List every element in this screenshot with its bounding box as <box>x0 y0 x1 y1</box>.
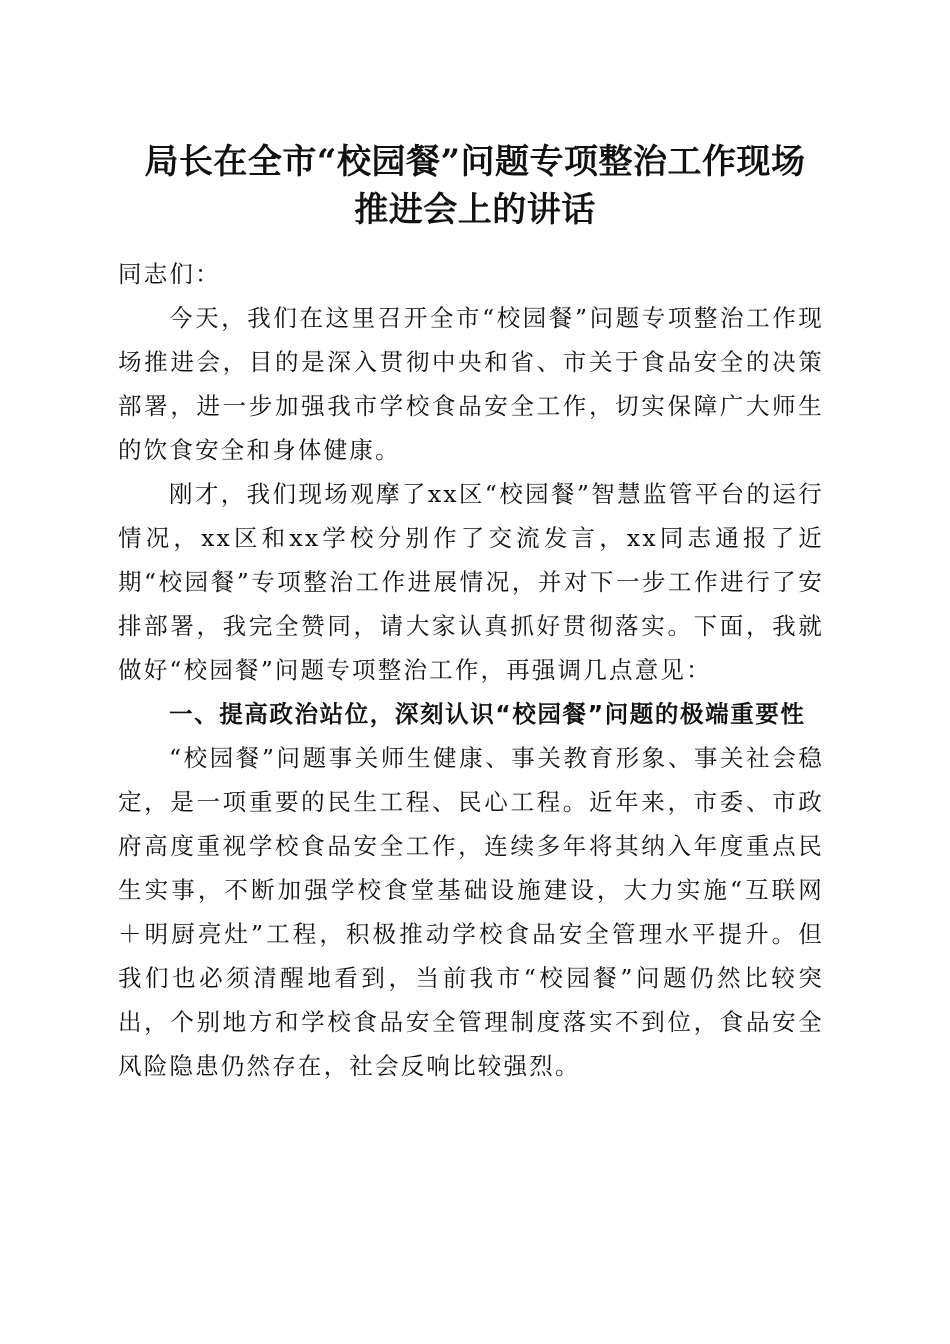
paragraph-opening: 今天，我们在这里召开全市“校园餐”问题专项整治工作现场推进会，目的是深入贯彻中央和省、市关于食品安全的决策部署，进一步加强我市学校食品安全工作，切实保障广大师生的饮食安全和身体健康。 <box>118 304 824 464</box>
document-body <box>118 252 824 1088</box>
title-line-1: 局长在全市“校园餐”问题专项整治工作现场 <box>144 142 806 182</box>
document-title <box>100 138 850 234</box>
title-line-2: 推进会上的讲话 <box>354 190 596 230</box>
section-heading-1: 一、提高政治站位，深刻认识“校园餐”问题的极端重要性 <box>169 700 806 728</box>
greeting: 同志们： <box>118 260 221 288</box>
section-1-paragraph: “校园餐”问题事关师生健康、事关教育形象、事关社会稳定，是一项重要的民生工程、民心工程。近年来，市委、市政府高度重视学校食品安全工作，连续多年将其纳入年度重点民生实事，不断加强学校食堂基础设施建设，大力实施“互联网＋明厨亮灶”工程，积极推动学校食品安全管理水平提升。但我们也必须清醒地看到，当前我市“校园餐”问题仍然比较突出，个别地方和学校食品安全管理制度落实不到位，食品安全风险隐患仍然存在，社会反响比较强烈。 <box>118 744 824 1080</box>
paragraph-review: 刚才，我们现场观摩了xx区“校园餐”智慧监管平台的运行情况，xx区和xx学校分别作了交流发言，xx同志通报了近期“校园餐”专项整治工作进展情况，并对下一步工作进行了安排部署，我完全赞同，请大家认真抓好贯彻落实。下面，我就做好“校园餐”问题专项整治工作，再强调几点意见： <box>118 480 824 684</box>
